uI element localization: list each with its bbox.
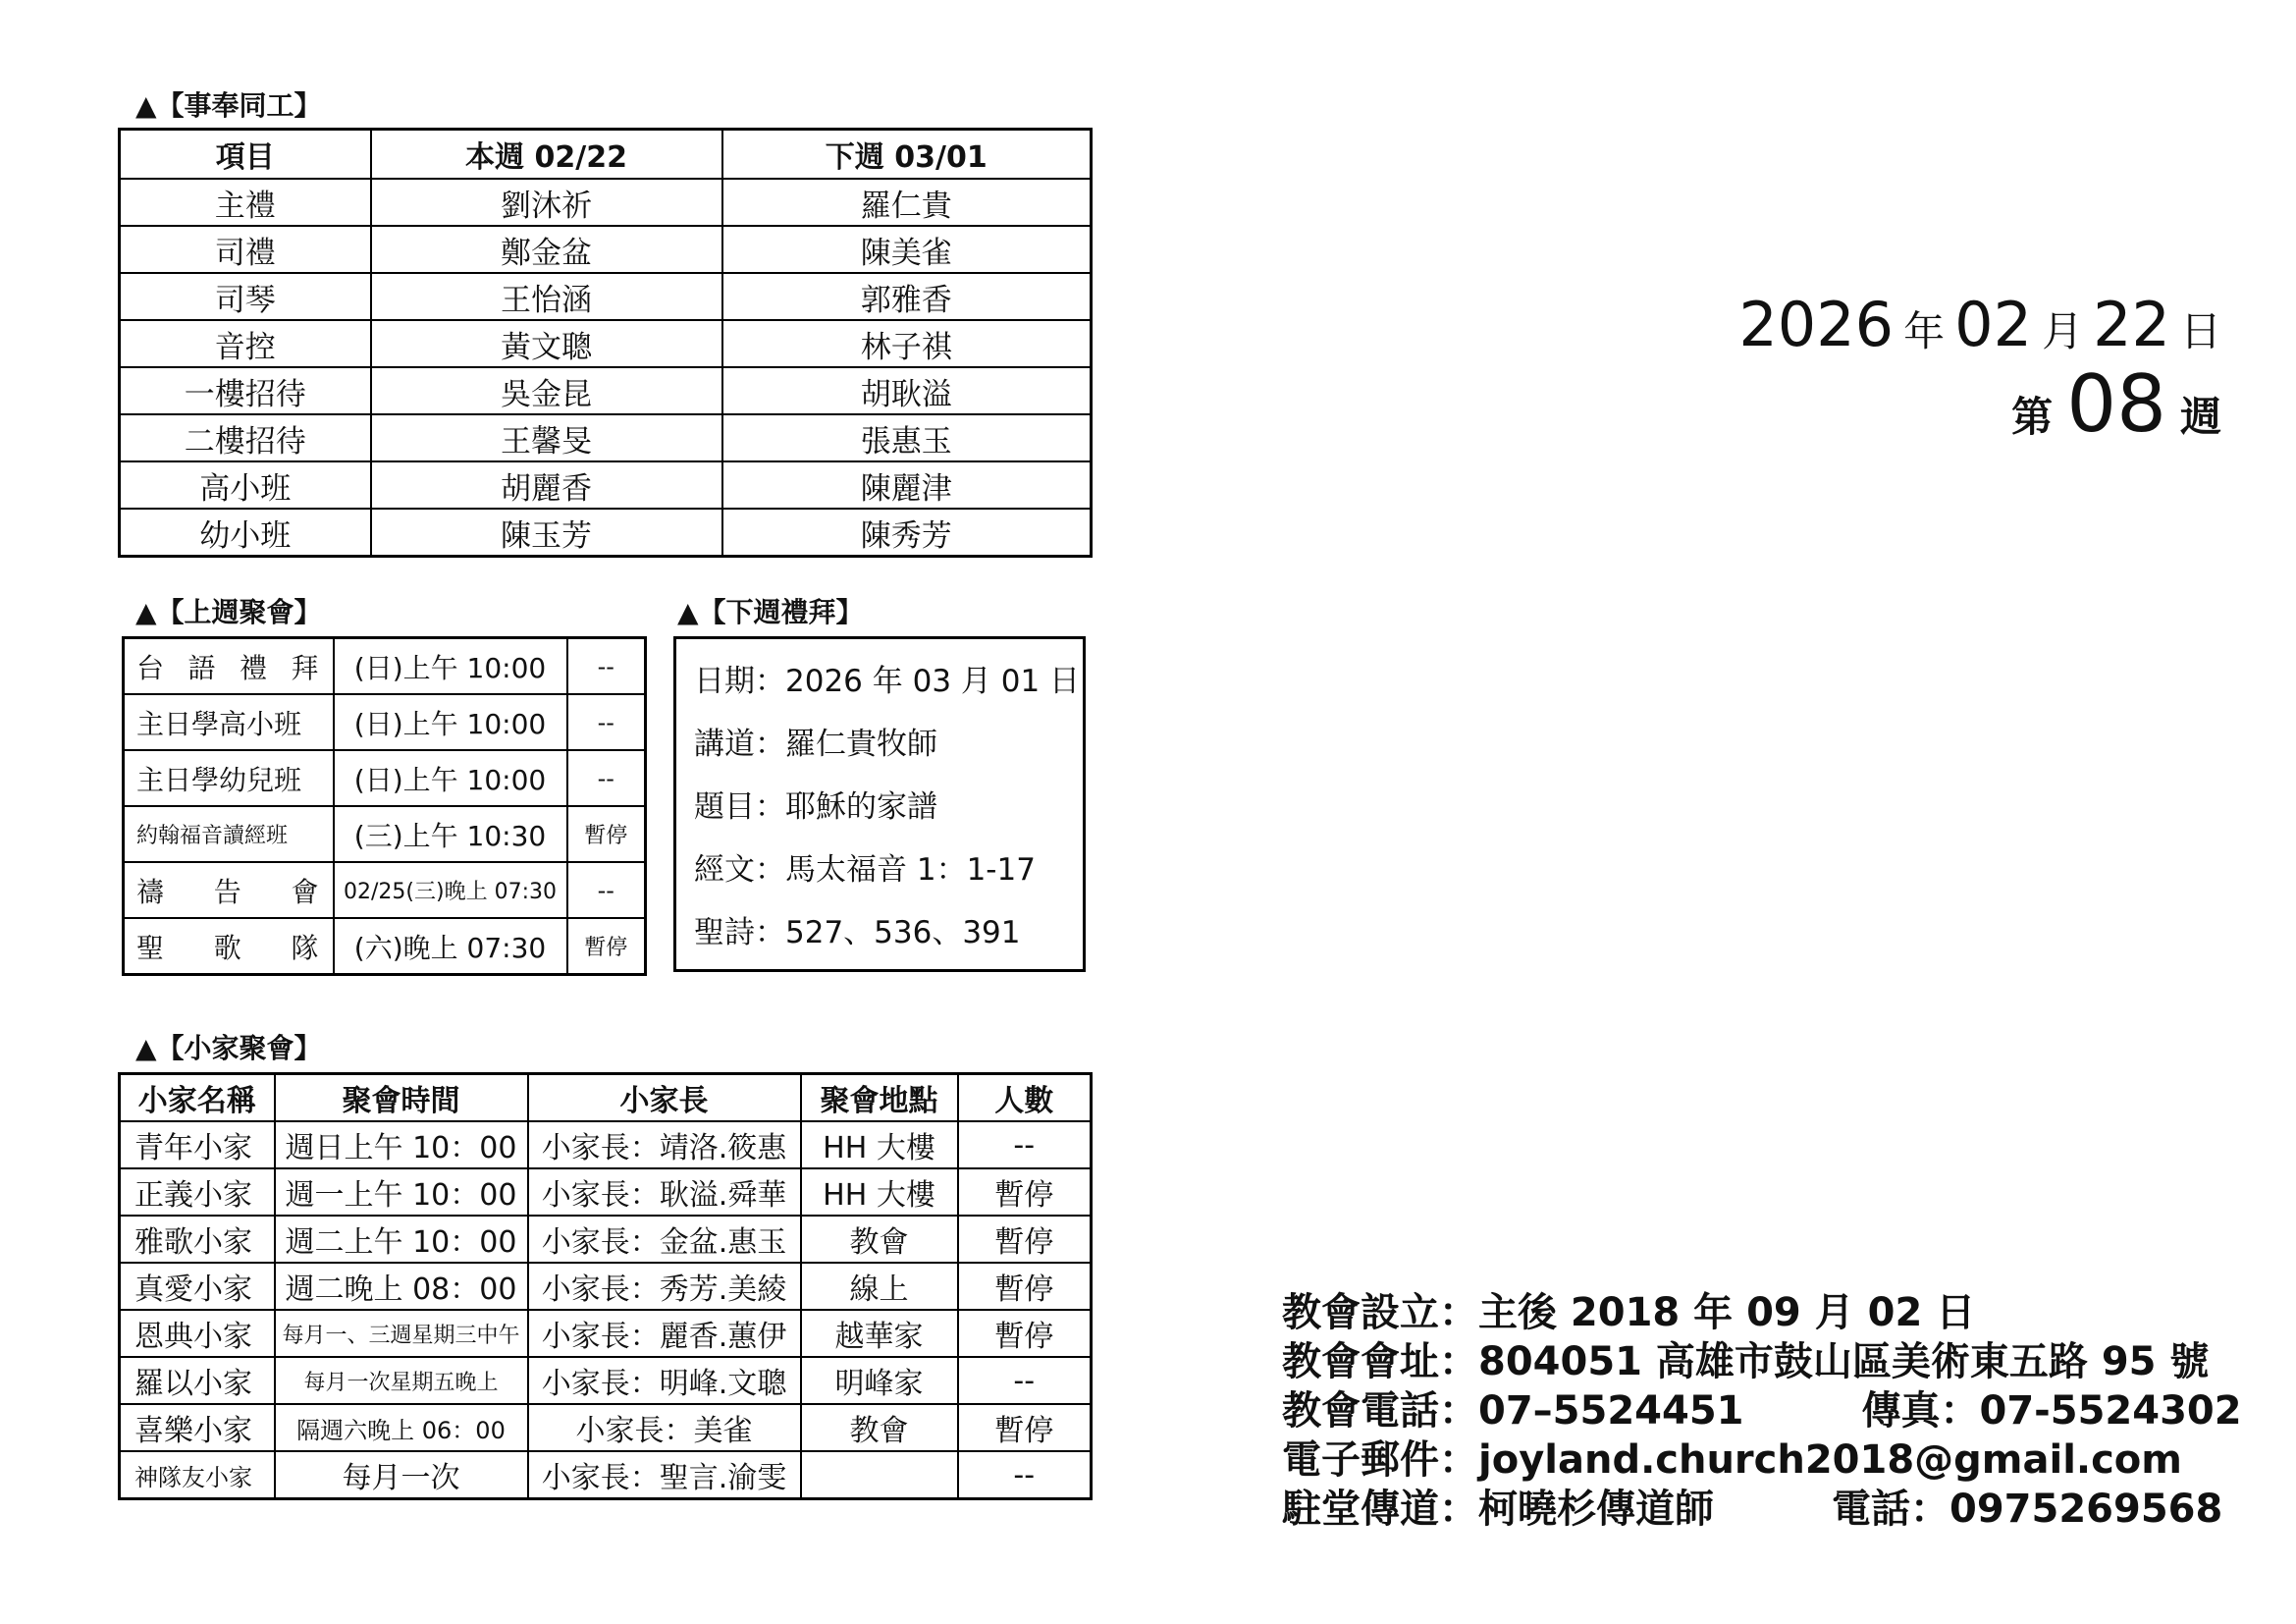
group-time: 每月一、三週星期三中午 bbox=[275, 1310, 528, 1357]
next-week-box bbox=[673, 636, 1086, 972]
this-week-cell: 吳金昆 bbox=[371, 367, 722, 414]
group-time: 週二上午 10：00 bbox=[275, 1216, 528, 1263]
group-time: 週二晚上 08：00 bbox=[275, 1263, 528, 1310]
table-row bbox=[120, 1121, 1092, 1168]
next-week-date: 日期：2026 年 03 月 01 日 bbox=[694, 664, 1081, 699]
table-row bbox=[124, 750, 646, 806]
meeting-status: -- bbox=[567, 862, 646, 918]
role-cell: 一樓招待 bbox=[120, 367, 371, 414]
service-section-title: ▲【事奉同工】 bbox=[135, 89, 322, 122]
meeting-status: -- bbox=[567, 638, 646, 695]
header-count: 人數 bbox=[958, 1074, 1092, 1122]
group-name: 神隊友小家 bbox=[120, 1451, 275, 1499]
table-row bbox=[120, 1451, 1092, 1499]
group-leader: 小家長：美雀 bbox=[528, 1404, 801, 1451]
group-location: 明峰家 bbox=[801, 1357, 958, 1404]
meeting-time: (三)上午 10:30 bbox=[334, 806, 567, 862]
this-week-cell: 胡麗香 bbox=[371, 461, 722, 509]
group-location: 線上 bbox=[801, 1263, 958, 1310]
table-row bbox=[120, 509, 1092, 557]
group-location bbox=[801, 1451, 958, 1499]
table-row bbox=[120, 1310, 1092, 1357]
header-leader: 小家長 bbox=[528, 1074, 801, 1122]
group-count: 暫停 bbox=[958, 1404, 1092, 1451]
group-location: HH 大樓 bbox=[801, 1121, 958, 1168]
table-row bbox=[120, 367, 1092, 414]
group-count: -- bbox=[958, 1121, 1092, 1168]
group-count: -- bbox=[958, 1451, 1092, 1499]
next-week-section-title: ▲【下週禮拜】 bbox=[677, 596, 864, 628]
table-row bbox=[120, 226, 1092, 273]
date-month: 02 bbox=[1954, 289, 2033, 360]
next-week-scripture: 經文：馬太福音 1：1-17 bbox=[694, 852, 1036, 888]
table-row bbox=[124, 638, 646, 695]
group-name: 喜樂小家 bbox=[120, 1404, 275, 1451]
meeting-name: 主日學高小班 bbox=[124, 694, 334, 750]
church-email: 電子郵件：joyland.church2018@gmail.com bbox=[1282, 1437, 2182, 1483]
group-count: 暫停 bbox=[958, 1310, 1092, 1357]
next-week-cell: 郭雅香 bbox=[722, 273, 1092, 320]
date-day-unit: 日 bbox=[2179, 307, 2221, 355]
role-cell: 主禮 bbox=[120, 179, 371, 226]
group-leader: 小家長：靖洛.筱惠 bbox=[528, 1121, 801, 1168]
table-row bbox=[120, 1357, 1092, 1404]
group-name: 羅以小家 bbox=[120, 1357, 275, 1404]
group-time: 每月一次 bbox=[275, 1451, 528, 1499]
next-week-cell: 陳美雀 bbox=[722, 226, 1092, 273]
table-row bbox=[120, 461, 1092, 509]
church-preacher: 駐堂傳道：柯曉杉傳道師 bbox=[1282, 1487, 1714, 1532]
date-year: 2026 bbox=[1738, 289, 1895, 360]
meeting-time: (六)晚上 07:30 bbox=[334, 918, 567, 975]
week-suffix: 週 bbox=[2179, 393, 2221, 441]
role-cell: 幼小班 bbox=[120, 509, 371, 557]
header-time: 聚會時間 bbox=[275, 1074, 528, 1122]
this-week-cell: 鄭金盆 bbox=[371, 226, 722, 273]
date-month-unit: 月 bbox=[2042, 307, 2084, 355]
group-count: 暫停 bbox=[958, 1263, 1092, 1310]
table-row bbox=[124, 806, 646, 862]
date-year-unit: 年 bbox=[1903, 307, 1946, 355]
next-week-cell: 張惠玉 bbox=[722, 414, 1092, 461]
header-group-name: 小家名稱 bbox=[120, 1074, 275, 1122]
header-next-week: 下週 03/01 bbox=[722, 130, 1092, 180]
group-name: 青年小家 bbox=[120, 1121, 275, 1168]
table-row bbox=[124, 918, 646, 975]
this-week-cell: 王怡涵 bbox=[371, 273, 722, 320]
group-leader: 小家長：耿溢.舜華 bbox=[528, 1168, 801, 1216]
group-time: 週日上午 10：00 bbox=[275, 1121, 528, 1168]
group-time: 隔週六晚上 06：00 bbox=[275, 1404, 528, 1451]
table-row bbox=[120, 1263, 1092, 1310]
meeting-time: (日)上午 10:00 bbox=[334, 694, 567, 750]
church-address: 教會會址：804051 高雄市鼓山區美術東五路 95 號 bbox=[1282, 1339, 2210, 1384]
table-row bbox=[120, 1216, 1092, 1263]
date-day: 22 bbox=[2093, 289, 2170, 360]
meeting-status: -- bbox=[567, 694, 646, 750]
small-groups-header-row bbox=[120, 1074, 1092, 1122]
header-this-week: 本週 02/22 bbox=[371, 130, 722, 180]
group-location: HH 大樓 bbox=[801, 1168, 958, 1216]
meeting-name: 聖歌隊 bbox=[124, 918, 334, 975]
church-preacher-phone: 電話：0975269568 bbox=[1832, 1487, 2223, 1532]
church-phone: 教會電話：07–5524451 bbox=[1282, 1388, 1744, 1434]
bulletin-week bbox=[1998, 358, 2221, 450]
group-location: 教會 bbox=[801, 1216, 958, 1263]
this-week-cell: 陳玉芳 bbox=[371, 509, 722, 557]
group-name: 真愛小家 bbox=[120, 1263, 275, 1310]
next-week-topic: 題目：耶穌的家譜 bbox=[694, 789, 937, 825]
church-phone-line bbox=[1282, 1386, 2242, 1435]
table-row bbox=[120, 414, 1092, 461]
meeting-status: 暫停 bbox=[567, 806, 646, 862]
group-leader: 小家長：麗香.蕙伊 bbox=[528, 1310, 801, 1357]
table-row bbox=[120, 320, 1092, 367]
meeting-time: (日)上午 10:00 bbox=[334, 750, 567, 806]
last-week-section-title: ▲【上週聚會】 bbox=[135, 596, 322, 628]
next-week-preacher: 講道：羅仁貴牧師 bbox=[694, 727, 937, 762]
bulletin-date bbox=[1738, 289, 2221, 360]
group-leader: 小家長：金盆.惠玉 bbox=[528, 1216, 801, 1263]
next-week-cell: 羅仁貴 bbox=[722, 179, 1092, 226]
group-time: 每月一次星期五晚上 bbox=[275, 1357, 528, 1404]
last-week-table bbox=[122, 636, 647, 976]
meeting-name: 主日學幼兒班 bbox=[124, 750, 334, 806]
group-location: 教會 bbox=[801, 1404, 958, 1451]
meeting-name: 約翰福音讀經班 bbox=[124, 806, 334, 862]
this-week-cell: 黃文聰 bbox=[371, 320, 722, 367]
group-name: 正義小家 bbox=[120, 1168, 275, 1216]
table-row bbox=[120, 179, 1092, 226]
small-groups-table bbox=[118, 1072, 1093, 1500]
meeting-name: 台語禮拜 bbox=[124, 638, 334, 695]
church-fax: 傳真：07-5524302 bbox=[1861, 1388, 2242, 1434]
table-row bbox=[120, 273, 1092, 320]
group-count: 暫停 bbox=[958, 1216, 1092, 1263]
role-cell: 高小班 bbox=[120, 461, 371, 509]
next-week-cell: 陳秀芳 bbox=[722, 509, 1092, 557]
meeting-status: 暫停 bbox=[567, 918, 646, 975]
header-location: 聚會地點 bbox=[801, 1074, 958, 1122]
group-leader: 小家長：聖言.渝雯 bbox=[528, 1451, 801, 1499]
role-cell: 司禮 bbox=[120, 226, 371, 273]
meeting-status: -- bbox=[567, 750, 646, 806]
next-week-cell: 林子祺 bbox=[722, 320, 1092, 367]
group-leader: 小家長：明峰.文聰 bbox=[528, 1357, 801, 1404]
meeting-name: 禱告會 bbox=[124, 862, 334, 918]
group-count: 暫停 bbox=[958, 1168, 1092, 1216]
small-groups-section-title: ▲【小家聚會】 bbox=[135, 1032, 322, 1064]
next-week-cell: 陳麗津 bbox=[722, 461, 1092, 509]
meeting-time: 02/25(三)晚上 07:30 bbox=[334, 862, 567, 918]
group-leader: 小家長：秀芳.美綾 bbox=[528, 1263, 801, 1310]
group-name: 雅歌小家 bbox=[120, 1216, 275, 1263]
week-number: 08 bbox=[2066, 358, 2166, 450]
service-header-row bbox=[120, 130, 1092, 180]
table-row bbox=[120, 1168, 1092, 1216]
next-week-hymns: 聖詩：527、536、391 bbox=[694, 915, 1021, 950]
role-cell: 音控 bbox=[120, 320, 371, 367]
church-founded: 教會設立：主後 2018 年 09 月 02 日 bbox=[1282, 1290, 1976, 1335]
church-preacher-line bbox=[1282, 1485, 2242, 1534]
church-info bbox=[1282, 1288, 2242, 1534]
role-cell: 二樓招待 bbox=[120, 414, 371, 461]
group-location: 越華家 bbox=[801, 1310, 958, 1357]
group-time: 週一上午 10：00 bbox=[275, 1168, 528, 1216]
table-row bbox=[120, 1404, 1092, 1451]
table-row bbox=[124, 862, 646, 918]
table-row bbox=[124, 694, 646, 750]
meeting-time: (日)上午 10:00 bbox=[334, 638, 567, 695]
header-item: 項目 bbox=[120, 130, 371, 180]
group-count: -- bbox=[958, 1357, 1092, 1404]
this-week-cell: 王馨旻 bbox=[371, 414, 722, 461]
group-name: 恩典小家 bbox=[120, 1310, 275, 1357]
this-week-cell: 劉沐祈 bbox=[371, 179, 722, 226]
service-table bbox=[118, 128, 1093, 558]
role-cell: 司琴 bbox=[120, 273, 371, 320]
next-week-cell: 胡耿溢 bbox=[722, 367, 1092, 414]
week-prefix: 第 bbox=[2011, 393, 2054, 441]
